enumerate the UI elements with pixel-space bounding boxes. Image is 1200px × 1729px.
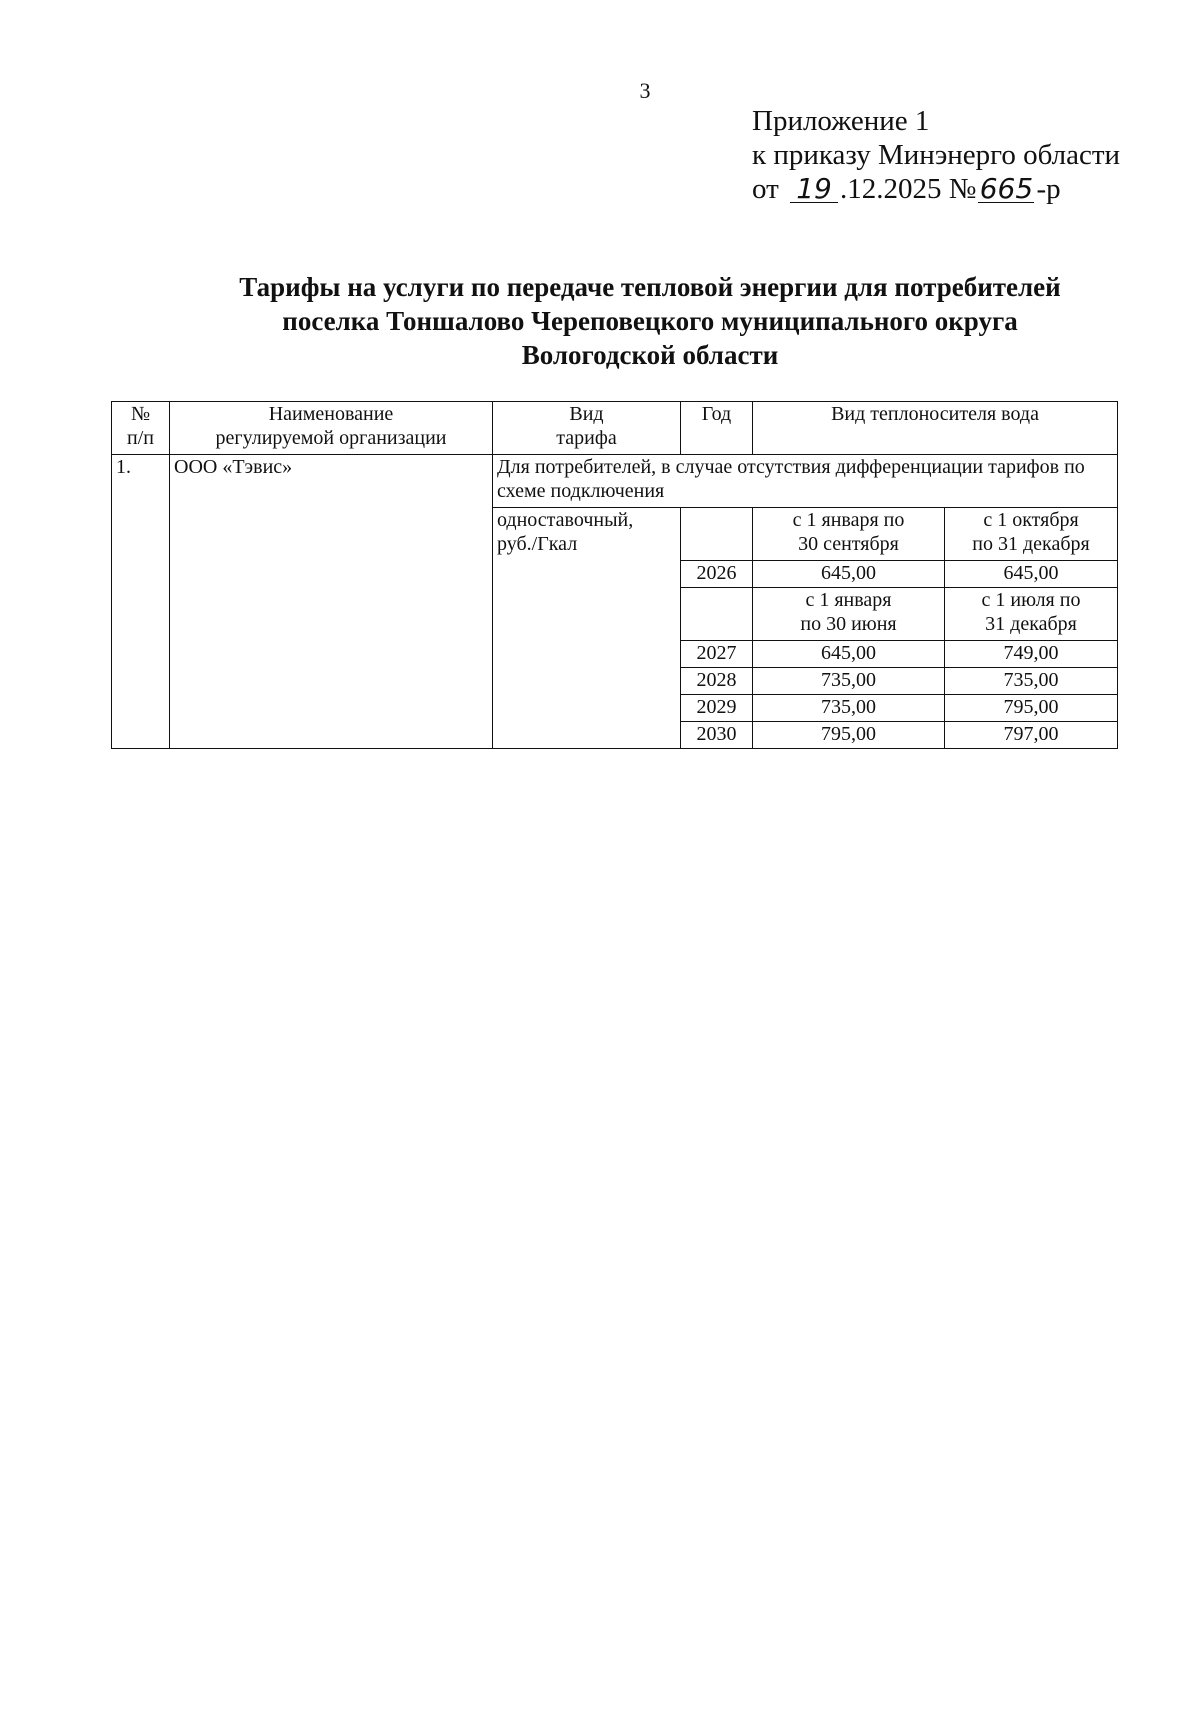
- page-number: 3: [639, 78, 651, 103]
- appendix-block: [752, 104, 1120, 206]
- period-header-first: с 1 января по 30 сентября: [753, 508, 945, 561]
- empty-year-cell: [681, 588, 753, 641]
- header-heat-carrier: Вид теплоносителя вода: [753, 402, 1118, 455]
- title-line-2: поселка Тоншалово Череповецкого муниципального округа: [282, 306, 1018, 336]
- tariff-table: [111, 401, 1118, 749]
- document-title: [190, 270, 1110, 372]
- value-first-period: 645,00: [753, 561, 945, 588]
- header-organization: Наименование регулируемой организации: [170, 402, 493, 455]
- year-cell: 2028: [681, 668, 753, 695]
- value-second-period: 749,00: [945, 641, 1118, 668]
- row-number: 1.: [112, 455, 170, 749]
- value-second-period: 735,00: [945, 668, 1118, 695]
- year-cell: 2030: [681, 722, 753, 749]
- order-suffix: -р: [1036, 173, 1061, 205]
- date-rest: .12.2025 №: [840, 173, 977, 205]
- appendix-date-line: [752, 172, 1120, 206]
- table-header-row: [112, 402, 1118, 455]
- value-first-period: 645,00: [753, 641, 945, 668]
- value-first-period: 795,00: [753, 722, 945, 749]
- period-header-first: с 1 января по 30 июня: [753, 588, 945, 641]
- year-cell: 2026: [681, 561, 753, 588]
- empty-year-cell: [681, 508, 753, 561]
- value-second-period: 797,00: [945, 722, 1118, 749]
- value-first-period: 735,00: [753, 695, 945, 722]
- appendix-order-ref: к приказу Минэнерго области: [752, 139, 1121, 171]
- value-second-period: 645,00: [945, 561, 1118, 588]
- table-row: [112, 455, 1118, 508]
- period-header-second: с 1 октября по 31 декабря: [945, 508, 1118, 561]
- year-cell: 2029: [681, 695, 753, 722]
- period-header-second: с 1 июля по 31 декабря: [945, 588, 1118, 641]
- value-first-period: 735,00: [753, 668, 945, 695]
- header-year: Год: [681, 402, 753, 455]
- header-tariff-type: Вид тарифа: [493, 402, 681, 455]
- year-cell: 2027: [681, 641, 753, 668]
- row-organization: ООО «Тэвис»: [170, 455, 493, 749]
- handwritten-order-number: 665: [979, 172, 1034, 205]
- value-second-period: 795,00: [945, 695, 1118, 722]
- handwritten-day: 19: [790, 176, 838, 203]
- title-line-1: Тарифы на услуги по передаче тепловой энергии для потребителей: [239, 272, 1061, 302]
- title-line-3: Вологодской области: [521, 340, 779, 370]
- row-consumers-note: Для потребителей, в случае отсутствия дифференциации тарифов по схеме подключения: [493, 455, 1118, 508]
- appendix-title: Приложение 1: [752, 105, 930, 137]
- row-tariff-type: одноставочный, руб./Гкал: [493, 508, 681, 749]
- header-number: № п/п: [112, 402, 170, 455]
- date-prefix: от: [752, 173, 779, 205]
